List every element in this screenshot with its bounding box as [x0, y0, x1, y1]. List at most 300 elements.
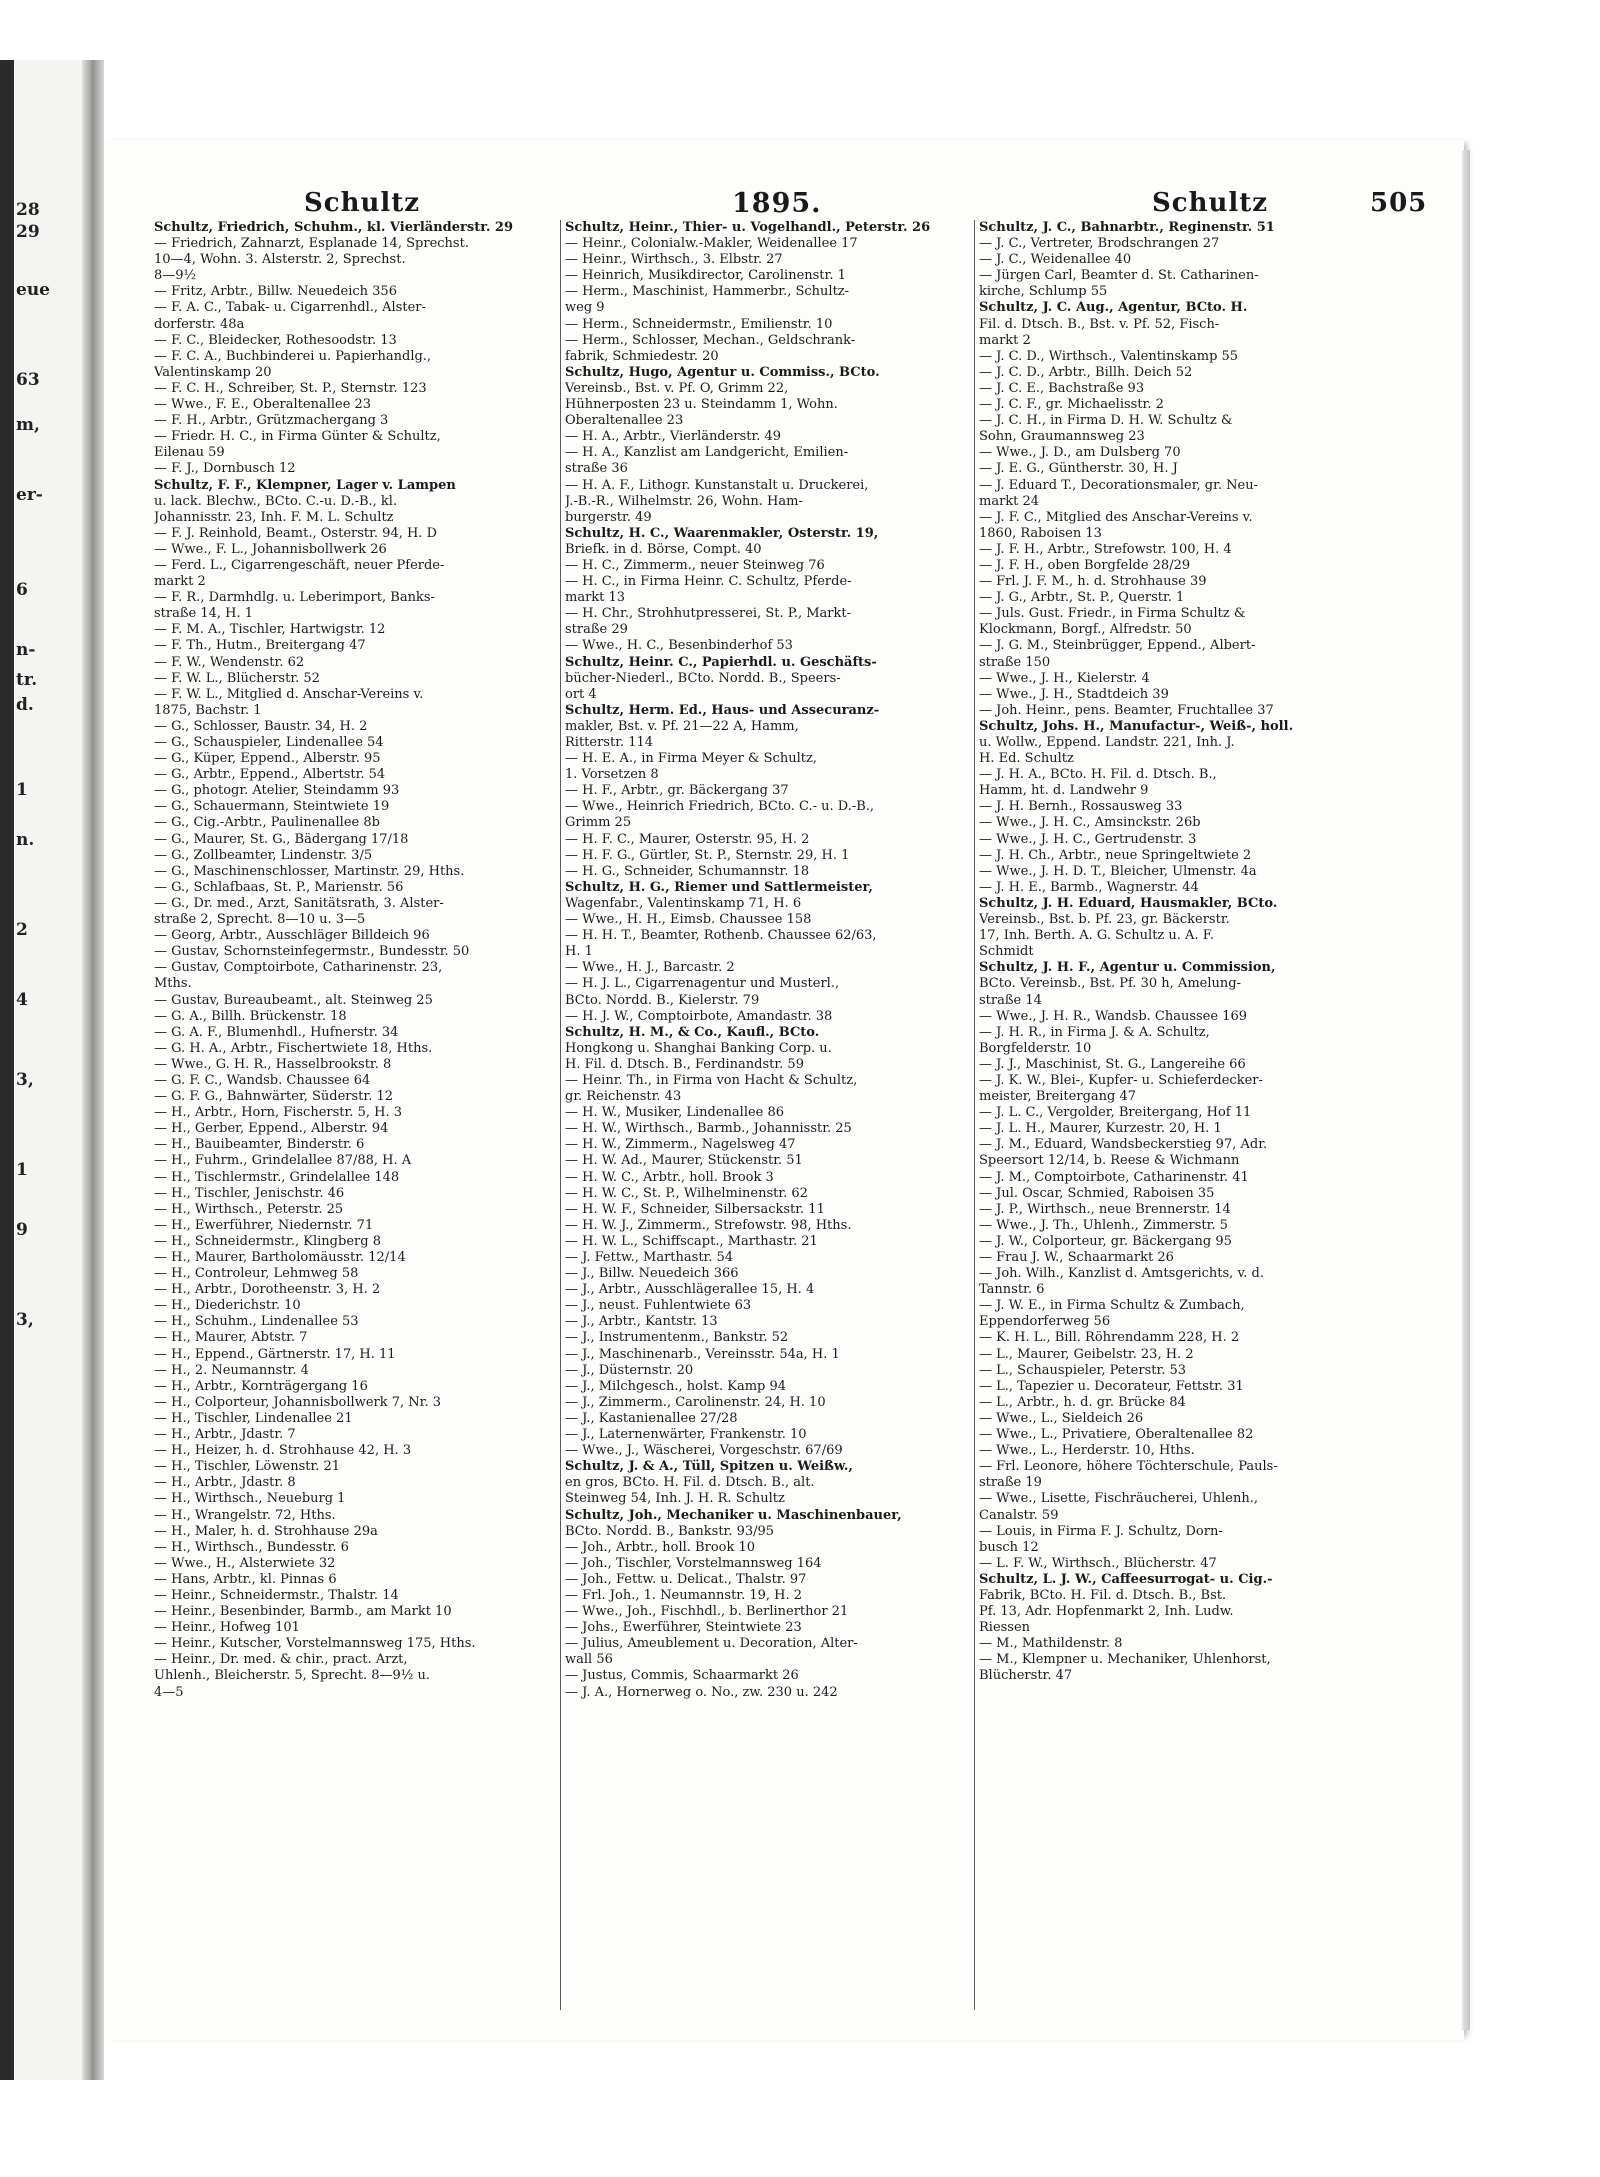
directory-entry-line: Schultz, Heinr., Thier- u. Vogelhandl., Peterstr. 26: [565, 220, 931, 235]
directory-entry-line: — J., Kastanienallee 27/28: [565, 1410, 738, 1426]
directory-entry-line: — J. F. H., oben Borgfelde 28/29: [979, 557, 1191, 573]
directory-entry-line: — Herm., Maschinist, Hammerbr., Schultz-: [565, 284, 850, 300]
directory-entry-line: — G., Arbtr., Eppend., Albertstr. 54: [154, 767, 386, 783]
directory-entry-line: — Jul. Oscar, Schmied, Raboisen 35: [979, 1185, 1215, 1201]
directory-entry-line: — L., Tapezier u. Decorateur, Fettstr. 31: [979, 1378, 1244, 1394]
directory-entry-line: — H. W., Zimmerm., Nagelsweg 47: [565, 1137, 796, 1153]
directory-entry-line: — J., Milchgesch., holst. Kamp 94: [565, 1378, 787, 1394]
directory-entry-line: — H., Arbtr., Horn, Fischerstr. 5, H. 3: [154, 1105, 402, 1121]
directory-entry-line: — H., Schneidermstr., Klingberg 8: [154, 1233, 381, 1249]
directory-entry-line: — Wwe., L., Sieldeich 26: [979, 1410, 1144, 1426]
directory-entry-line: Hongkong u. Shanghai Banking Corp. u.: [565, 1040, 832, 1056]
directory-entry-line: — H. F. C., Maurer, Osterstr. 95, H. 2: [565, 831, 810, 847]
directory-entry-line: — Heinr. Th., in Firma von Hacht & Schultz,: [565, 1072, 858, 1088]
directory-entry-line: Schultz, H. C., Waarenmakler, Osterstr. 19,: [565, 525, 879, 541]
directory-entry-line: — Fritz, Arbtr., Billw. Neuedeich 356: [154, 284, 397, 300]
directory-entry-line: Klockmann, Borgf., Alfredstr. 50: [979, 622, 1192, 638]
directory-entry-line: — H., Wirthsch., Neueburg 1: [154, 1491, 346, 1507]
directory-entry-line: — Joh., Fettw. u. Delicat., Thalstr. 97: [565, 1571, 807, 1587]
directory-entry-line: Schultz, Joh., Mechaniker u. Maschinenbauer,: [565, 1507, 902, 1523]
directory-entry-line: straße 14: [979, 992, 1042, 1008]
directory-entry-line: Riessen: [979, 1620, 1031, 1636]
directory-entry-line: — Gustav, Comptoirbote, Catharinenstr. 23,: [154, 960, 443, 976]
directory-entry-line: — H. A., Kanzlist am Landgericht, Emilien-: [565, 445, 849, 461]
directory-entry-line: Eilenau 59: [154, 445, 225, 461]
directory-entry-line: Hühnerposten 23 u. Steindamm 1, Wohn.: [565, 397, 838, 413]
directory-entry-line: — H. J. W., Comptoirbote, Amandastr. 38: [565, 1008, 833, 1024]
directory-entry-line: — M., Klempner u. Mechaniker, Uhlenhorst,: [979, 1652, 1271, 1668]
directory-entry-line: 1875, Bachstr. 1: [154, 702, 262, 718]
directory-entry-line: — Heinr., Hofweg 101: [154, 1620, 300, 1636]
directory-entry-line: — J. L. H., Maurer, Kurzestr. 20, H. 1: [979, 1121, 1222, 1137]
previous-page-fragment: 28: [16, 200, 40, 220]
directory-entry-line: Schultz, F. F., Klempner, Lager v. Lampen: [154, 477, 456, 493]
directory-entry-line: — F. Th., Hutm., Breitergang 47: [154, 638, 366, 654]
book-gutter: [92, 60, 104, 2080]
directory-entry-line: — J., Arbtr., Kantstr. 13: [565, 1314, 718, 1330]
directory-entry-line: straße 150: [979, 654, 1051, 670]
directory-entry-line: — J. M., Comptoirbote, Catharinenstr. 41: [979, 1169, 1249, 1185]
directory-entry-line: — J., Düsternstr. 20: [565, 1362, 694, 1378]
directory-entry-line: — H., Eppend., Gärtnerstr. 17, H. 11: [154, 1346, 396, 1362]
directory-entry-line: — Wwe., J. H. D. T., Bleicher, Ulmenstr. 4a: [979, 863, 1257, 879]
directory-entry-line: — H. W., Musiker, Lindenallee 86: [565, 1105, 785, 1121]
directory-entry-line: weg 9: [565, 300, 605, 316]
page-edge-shadow: [1462, 150, 1470, 2030]
directory-entry-line: — H. J. L., Cigarrenagentur und Musterl.,: [565, 976, 840, 992]
directory-entry-line: Schultz, Friedrich, Schuhm., kl. Vierländerstr. 29: [154, 220, 513, 235]
directory-entry-line: — Friedr. H. C., in Firma Günter & Schultz,: [154, 429, 441, 445]
directory-entry-line: fabrik, Schmiedestr. 20: [565, 348, 719, 364]
previous-page-fragment: 6: [16, 580, 28, 600]
directory-entry-line: — J. W., Colporteur, gr. Bäckergang 95: [979, 1233, 1232, 1249]
directory-entry-line: — H. Chr., Strohhutpresserei, St. P., Markt-: [565, 606, 852, 622]
directory-entry-line: — J., Laternenwärter, Frankenstr. 10: [565, 1427, 807, 1443]
directory-entry-line: — Georg, Arbtr., Ausschläger Billdeich 96: [154, 928, 430, 944]
directory-entry-line: — G. A. F., Blumenhdl., Hufnerstr. 34: [154, 1024, 399, 1040]
directory-entry-line: — H., Maurer, Bartholomäusstr. 12/14: [154, 1250, 406, 1265]
directory-entry-line: — J., Maschinenarb., Vereinsstr. 54a, H. 1: [565, 1346, 840, 1362]
directory-entry-line: — L. F. W., Wirthsch., Blücherstr. 47: [979, 1555, 1217, 1571]
directory-entry-line: — Ferd. L., Cigarrengeschäft, neuer Pferde-: [154, 557, 445, 573]
directory-entry-line: — J., Zimmerm., Carolinenstr. 24, H. 10: [565, 1394, 826, 1410]
directory-entry-line: Schultz, J. H. F., Agentur u. Commission,: [979, 960, 1276, 976]
directory-entry-line: Sohn, Graumannsweg 23: [979, 429, 1145, 445]
directory-entry-line: — G., Schlosser, Baustr. 34, H. 2: [154, 718, 368, 734]
directory-entry-line: — H., Wrangelstr. 72, Hths.: [154, 1507, 336, 1523]
directory-entry-line: — F. J. Reinhold, Beamt., Osterstr. 94, H. D: [154, 525, 437, 541]
directory-entry-line: — J., neust. Fuhlentwiete 63: [565, 1298, 752, 1314]
directory-entry-line: — J. C., Weidenallee 40: [979, 252, 1132, 268]
directory-entry-line: kirche, Schlump 55: [979, 284, 1108, 300]
directory-entry-line: — H. C., in Firma Heinr. C. Schultz, Pferde-: [565, 574, 852, 590]
directory-entry-line: — J. H. Bernh., Rossausweg 33: [979, 799, 1183, 815]
previous-page-fragment: 2: [16, 920, 28, 940]
directory-entry-line: Schmidt: [979, 944, 1034, 960]
directory-entry-line: — G. F. G., Bahnwärter, Süderstr. 12: [154, 1089, 394, 1105]
directory-entry-line: — F. H., Arbtr., Grützmachergang 3: [154, 413, 389, 429]
directory-entry-line: — J. G. M., Steinbrügger, Eppend., Albert-: [979, 638, 1256, 654]
previous-page-fragment: 63: [16, 370, 40, 390]
directory-entry-line: BCto. Nordd. B., Bankstr. 93/95: [565, 1523, 775, 1539]
directory-entry-line: — G., Schlafbaas, St. P., Marienstr. 56: [154, 879, 404, 895]
directory-entry-line: Schultz, J. C. Aug., Agentur, BCto. H.: [979, 300, 1248, 316]
previous-page-fragment: 3,: [16, 1310, 34, 1330]
directory-entry-line: dorferstr. 48a: [154, 316, 245, 332]
directory-entry-line: markt 13: [565, 590, 626, 606]
directory-entry-line: Schultz, Herm. Ed., Haus- und Assecuranz-: [565, 702, 880, 718]
directory-entry-line: — H., Arbtr., Jdastr. 8: [154, 1475, 296, 1491]
directory-entry-line: Ritterstr. 114: [565, 735, 654, 750]
directory-entry-line: markt 2: [979, 332, 1031, 348]
directory-entry-line: — Johs., Ewerführer, Steintwiete 23: [565, 1620, 802, 1636]
previous-page-fragment: tr.: [16, 670, 38, 690]
directory-entry-line: — G., Cig.-Arbtr., Paulinenallee 8b: [154, 815, 380, 831]
directory-column-1: [154, 220, 554, 2010]
directory-entry-line: — J. H. Ch., Arbtr., neue Springeltwiete 2: [979, 847, 1252, 863]
directory-entry-line: — Heinr., Schneidermstr., Thalstr. 14: [154, 1587, 399, 1603]
directory-entry-line: — J. M., Eduard, Wandsbeckerstieg 97, Adr.: [979, 1137, 1268, 1153]
directory-entry-line: — H. A., Arbtr., Vierländerstr. 49: [565, 429, 782, 445]
directory-entry-line: — J. G., Arbtr., St. P., Querstr. 1: [979, 590, 1185, 606]
directory-entry-line: — Wwe., F. E., Oberaltenallee 23: [154, 397, 372, 413]
directory-entry-line: — H., Wirthsch., Peterstr. 25: [154, 1201, 344, 1217]
directory-entry-line: — Wwe., G. H. R., Hasselbrookstr. 8: [154, 1056, 392, 1072]
directory-entry-line: — H. W. C., Arbtr., holl. Brook 3: [565, 1169, 774, 1185]
directory-entry-line: — H., Arbtr., Dorotheenstr. 3, H. 2: [154, 1282, 381, 1298]
directory-entry-line: — Wwe., J. D., am Dulsberg 70: [979, 445, 1181, 461]
directory-entry-line: — H., 2. Neumannstr. 4: [154, 1362, 309, 1378]
directory-entry-line: — G. F. C., Wandsb. Chaussee 64: [154, 1072, 371, 1088]
directory-entry-line: — H., Wirthsch., Bundesstr. 6: [154, 1539, 349, 1555]
directory-column-2: [560, 220, 965, 2010]
directory-entry-line: — H. E. A., in Firma Meyer & Schultz,: [565, 751, 817, 767]
directory-entry-line: — Frl. Joh., 1. Neumannstr. 19, H. 2: [565, 1587, 803, 1603]
directory-entry-line: straße 36: [565, 461, 628, 477]
directory-entry-line: — Wwe., J. H., Kielerstr. 4: [979, 670, 1150, 686]
directory-entry-line: — Herm., Schneidermstr., Emilienstr. 10: [565, 316, 833, 332]
directory-entry-line: — Heinr., Dr. med. & chir., pract. Arzt,: [154, 1652, 408, 1668]
directory-entry-line: Schultz, J. & A., Tüll, Spitzen u. Weißw.,: [565, 1459, 853, 1475]
directory-entry-line: — H., Heizer, h. d. Strohhause 42, H. 3: [154, 1443, 412, 1459]
directory-entry-line: — J. Fettw., Marthastr. 54: [565, 1250, 734, 1265]
previous-page-fragment: eue: [16, 280, 50, 300]
directory-entry-line: — F. R., Darmhdlg. u. Leberimport, Banks-: [154, 590, 435, 606]
directory-entry-line: — F. C. H., Schreiber, St. P., Sternstr. 123: [154, 380, 427, 396]
directory-entry-line: H. Ed. Schultz: [979, 751, 1074, 767]
directory-entry-line: — H., Controleur, Lehmweg 58: [154, 1266, 359, 1282]
directory-entry-line: — F. M. A., Tischler, Hartwigstr. 12: [154, 622, 386, 638]
directory-entry-line: — G., Maurer, St. G., Bädergang 17/18: [154, 831, 409, 847]
directory-entry-line: — H., Tischler, Löwenstr. 21: [154, 1459, 341, 1475]
directory-entry-line: en gros, BCto. H. Fil. d. Dtsch. B., alt.: [565, 1475, 815, 1491]
running-head-left: Schultz: [304, 188, 421, 218]
directory-entry-line: — Frl. Leonore, höhere Töchterschule, Pauls-: [979, 1459, 1278, 1475]
directory-entry-line: burgerstr. 49: [565, 509, 652, 525]
directory-entry-line: — H., Tischlermstr., Grindelallee 148: [154, 1169, 400, 1185]
directory-entry-line: gr. Reichenstr. 43: [565, 1089, 682, 1105]
previous-page-fragment: 3,: [16, 1070, 34, 1090]
directory-entry-line: Borgfelderstr. 10: [979, 1040, 1092, 1056]
previous-page-fragment: m,: [16, 415, 40, 435]
directory-entry-line: Steinweg 54, Inh. J. H. R. Schultz: [565, 1491, 785, 1507]
directory-entry-line: — G., photogr. Atelier, Steindamm 93: [154, 783, 400, 799]
directory-entry-line: straße 29: [565, 622, 628, 638]
directory-entry-line: Hamm, ht. d. Landwehr 9: [979, 783, 1149, 799]
directory-entry-line: — H., Arbtr., Kornträgergang 16: [154, 1378, 368, 1394]
directory-entry-line: — H., Maurer, Abtstr. 7: [154, 1330, 308, 1346]
directory-entry-line: — H., Bauibeamter, Binderstr. 6: [154, 1137, 365, 1153]
directory-entry-line: — L., Arbtr., h. d. gr. Brücke 84: [979, 1394, 1186, 1410]
directory-entry-line: — H. W. F., Schneider, Silbersackstr. 11: [565, 1201, 825, 1217]
directory-entry-line: — J. A., Hornerweg o. No., zw. 230 u. 242: [565, 1684, 838, 1700]
directory-entry-line: — J. F. H., Arbtr., Strefowstr. 100, H. 4: [979, 541, 1232, 557]
directory-entry-line: Johannisstr. 23, Inh. F. M. L. Schultz: [154, 509, 394, 525]
directory-entry-line: straße 2, Sprecht. 8—10 u. 3—5: [154, 912, 366, 928]
directory-entry-line: Uhlenh., Bleicherstr. 5, Sprecht. 8—9½ u.: [154, 1668, 430, 1684]
directory-entry-line: Speersort 12/14, b. Reese & Wichmann: [979, 1153, 1240, 1169]
directory-entry-line: — H., Maler, h. d. Strohhause 29a: [154, 1523, 378, 1539]
directory-entry-line: bücher-Niederl., BCto. Nordd. B., Speers-: [565, 670, 841, 686]
directory-entry-line: — H. W. L., Schiffscapt., Marthastr. 21: [565, 1233, 818, 1249]
directory-entry-line: 1860, Raboisen 13: [979, 525, 1102, 541]
directory-entry-line: Schultz, Heinr. C., Papierhdl. u. Geschäfts-: [565, 654, 877, 670]
directory-entry-line: — Wwe., Joh., Fischhdl., b. Berlinerthor 21: [565, 1604, 849, 1620]
directory-entry-line: H. Fil. d. Dtsch. B., Ferdinandstr. 59: [565, 1056, 804, 1072]
previous-page-fragment: 1: [16, 780, 28, 800]
directory-entry-line: — Gustav, Bureaubeamt., alt. Steinweg 25: [154, 992, 433, 1008]
directory-entry-line: — Heinr., Colonialw.-Makler, Weidenallee 17: [565, 236, 858, 252]
directory-entry-line: u. Wollw., Eppend. Landstr. 221, Inh. J.: [979, 735, 1235, 750]
directory-entry-line: — J. J., Maschinist, St. G., Langereihe 66: [979, 1056, 1246, 1072]
directory-entry-line: — Wwe., J. H., Stadtdeich 39: [979, 686, 1169, 702]
directory-entry-line: — J. C. D., Wirthsch., Valentinskamp 55: [979, 348, 1239, 364]
directory-entry-line: — J. E. G., Güntherstr. 30, H. J: [979, 461, 1178, 477]
directory-entry-line: — Louis, in Firma F. J. Schultz, Dorn-: [979, 1523, 1223, 1539]
directory-entry-line: — F. W. L., Mitglied d. Anschar-Vereins v.: [154, 686, 424, 702]
directory-entry-line: — H. H. T., Beamter, Rothenb. Chaussee 62/63,: [565, 928, 877, 944]
previous-page-fragment: 29: [16, 222, 40, 242]
directory-entry-line: — G., Schauermann, Steintwiete 19: [154, 799, 390, 815]
directory-entry-line: — Wwe., H. C., Besenbinderhof 53: [565, 638, 793, 654]
directory-entry-line: — H. G., Schneider, Schumannstr. 18: [565, 863, 810, 879]
directory-entry-line: — Jürgen Carl, Beamter d. St. Catharinen-: [979, 268, 1259, 284]
directory-entry-line: — J. Eduard T., Decorationsmaler, gr. Neu-: [979, 477, 1258, 493]
directory-entry-line: — F. J., Dornbusch 12: [154, 461, 296, 477]
directory-entry-line: straße 14, H. 1: [154, 606, 254, 622]
directory-entry-line: — J. F. C., Mitglied des Anschar-Vereins v.: [979, 509, 1253, 525]
directory-entry-line: — Hans, Arbtr., kl. Pinnas 6: [154, 1571, 337, 1587]
directory-entry-line: — Joh., Tischler, Vorstelmannsweg 164: [565, 1555, 822, 1571]
directory-entry-line: — H., Gerber, Eppend., Alberstr. 94: [154, 1121, 389, 1137]
running-head-right: Schultz: [1152, 188, 1269, 218]
directory-entry-line: — H. A. F., Lithogr. Kunstanstalt u. Druckerei,: [565, 477, 869, 493]
directory-entry-line: — H. F., Arbtr., gr. Bäckergang 37: [565, 783, 789, 799]
previous-page-fragment: n.: [16, 830, 35, 850]
directory-entry-line: Canalstr. 59: [979, 1507, 1059, 1523]
directory-entry-line: — F. W., Wendenstr. 62: [154, 654, 305, 670]
directory-entry-line: markt 24: [979, 493, 1040, 509]
directory-entry-line: Eppendorferweg 56: [979, 1314, 1111, 1330]
directory-entry-line: — H., Colporteur, Johannisbollwerk 7, Nr. 3: [154, 1394, 441, 1410]
directory-entry-line: — G. H. A., Arbtr., Fischertwiete 18, Hths.: [154, 1040, 433, 1056]
directory-entry-line: — G. A., Billh. Brückenstr. 18: [154, 1008, 347, 1024]
directory-entry-line: Pf. 13, Adr. Hopfenmarkt 2, Inh. Ludw.: [979, 1604, 1234, 1620]
directory-entry-line: Schultz, H. G., Riemer und Sattlermeister,: [565, 879, 873, 895]
directory-entry-line: — H., Ewerführer, Niedernstr. 71: [154, 1217, 374, 1233]
directory-entry-line: — Heinrich, Musikdirector, Carolinenstr. 1: [565, 268, 846, 284]
directory-entry-line: u. lack. Blechw., BCto. C.-u. D.-B., kl.: [154, 493, 398, 509]
directory-entry-line: — Wwe., J., Wäscherei, Vorgeschstr. 67/69: [565, 1443, 843, 1459]
previous-page-fragment: 4: [16, 990, 28, 1010]
directory-entry-line: — J. L. C., Vergolder, Breitergang, Hof 11: [979, 1105, 1252, 1121]
directory-entry-line: — Wwe., F. L., Johannisbollwerk 26: [154, 541, 387, 557]
directory-entry-line: markt 2: [154, 574, 206, 590]
directory-entry-line: Mths.: [154, 976, 192, 992]
directory-entry-line: — J. C. D., Arbtr., Billh. Deich 52: [979, 364, 1193, 380]
directory-entry-line: — Justus, Commis, Schaarmarkt 26: [565, 1668, 799, 1684]
directory-entry-line: — Wwe., Heinrich Friedrich, BCto. C.- u. D.-B.,: [565, 799, 875, 815]
directory-entry-line: wall 56: [565, 1652, 613, 1668]
directory-entry-line: — J. C. H., in Firma D. H. W. Schultz &: [979, 413, 1233, 429]
directory-entry-line: — Wwe., J. H. C., Amsinckstr. 26b: [979, 815, 1201, 831]
directory-entry-line: makler, Bst. v. Pf. 21—22 A, Hamm,: [565, 718, 799, 734]
directory-entry-line: — Juls. Gust. Friedr., in Firma Schultz &: [979, 606, 1246, 622]
directory-entry-line: J.-B.-R., Wilhelmstr. 26, Wohn. Ham-: [565, 493, 803, 509]
directory-entry-line: — Wwe., L., Privatiere, Oberaltenallee 82: [979, 1427, 1254, 1443]
directory-entry-line: Schultz, J. C., Bahnarbtr., Reginenstr. 51: [979, 220, 1275, 235]
directory-entry-line: 1. Vorsetzen 8: [565, 767, 659, 783]
directory-entry-line: — Herm., Schlosser, Mechan., Geldschrank-: [565, 332, 856, 348]
directory-entry-line: 10—4, Wohn. 3. Alsterstr. 2, Sprechst.: [154, 252, 406, 268]
directory-entry-line: Schultz, H. M., & Co., Kaufl., BCto.: [565, 1024, 820, 1040]
directory-entry-line: Vereinsb., Bst. b. Pf. 23, gr. Bäckerstr.: [979, 912, 1230, 928]
directory-entry-line: — G., Dr. med., Arzt, Sanitätsrath, 3. Alster-: [154, 895, 444, 911]
directory-entry-line: — H. W. J., Zimmerm., Strefowstr. 98, Hths.: [565, 1217, 852, 1233]
directory-entry-line: — H. W. Ad., Maurer, Stückenstr. 51: [565, 1153, 803, 1169]
directory-entry-line: Blücherstr. 47: [979, 1668, 1073, 1684]
directory-entry-line: 4—5: [154, 1684, 184, 1700]
directory-entry-line: — Wwe., L., Herderstr. 10, Hths.: [979, 1443, 1195, 1459]
page-spine: [82, 60, 92, 2080]
directory-entry-line: 8—9½: [154, 268, 197, 284]
directory-entry-line: — H. C., Zimmerm., neuer Steinweg 76: [565, 557, 825, 573]
directory-entry-line: Tannstr. 6: [979, 1282, 1045, 1298]
directory-entry-line: — L., Maurer, Geibelstr. 23, H. 2: [979, 1346, 1194, 1362]
directory-entry-line: — Joh. Wilh., Kanzlist d. Amtsgerichts, v. d.: [979, 1266, 1264, 1282]
directory-entry-line: Vereinsb., Bst. v. Pf. O, Grimm 22,: [565, 380, 789, 396]
page-number: 505: [1370, 188, 1428, 218]
directory-entry-line: Schultz, L. J. W., Caffeesurrogat- u. Cig.-: [979, 1571, 1273, 1587]
directory-entry-line: — H. W., Wirthsch., Barmb., Johannisstr. 25: [565, 1121, 852, 1137]
directory-entry-line: — J., Billw. Neuedeich 366: [565, 1266, 739, 1282]
directory-entry-line: — Wwe., J. H. R., Wandsb. Chaussee 169: [979, 1008, 1248, 1024]
directory-page: [104, 140, 1464, 2040]
directory-entry-line: — J. C. E., Bachstraße 93: [979, 380, 1145, 396]
previous-page-fragment: d.: [16, 695, 34, 715]
directory-entry-line: — F. C., Bleidecker, Rothesoodstr. 13: [154, 332, 397, 348]
directory-entry-line: Grimm 25: [565, 815, 632, 831]
directory-entry-line: — Wwe., J. H. C., Gertrudenstr. 3: [979, 831, 1197, 847]
directory-entry-line: — Frau J. W., Schaarmarkt 26: [979, 1250, 1174, 1265]
directory-entry-line: Fil. d. Dtsch. B., Bst. v. Pf. 52, Fisch-: [979, 316, 1220, 332]
directory-entry-line: — J. C. F., gr. Michaelisstr. 2: [979, 397, 1164, 413]
directory-entry-line: — F. A. C., Tabak- u. Cigarrenhdl., Alster-: [154, 300, 426, 316]
directory-entry-line: Schultz, J. H. Eduard, Hausmakler, BCto.: [979, 895, 1278, 911]
directory-entry-line: — G., Maschinenschlosser, Martinstr. 29, Hths.: [154, 863, 465, 879]
directory-entry-line: — H., Arbtr., Jdastr. 7: [154, 1427, 296, 1443]
directory-entry-line: BCto. Vereinsb., Bst. Pf. 30 h, Amelung-: [979, 976, 1241, 992]
directory-entry-line: — F. C. A., Buchbinderei u. Papierhandlg.,: [154, 348, 432, 364]
directory-entry-line: — Gustav, Schornsteinfegermstr., Bundesstr. 50: [154, 944, 470, 960]
directory-entry-line: — G., Zollbeamter, Lindenstr. 3/5: [154, 847, 373, 863]
directory-column-3: [974, 220, 1379, 2010]
directory-entry-line: — J., Instrumentenm., Bankstr. 52: [565, 1330, 789, 1346]
directory-entry-line: — H., Tischler, Lindenallee 21: [154, 1410, 353, 1426]
directory-entry-line: 17, Inh. Berth. A. G. Schultz u. A. F.: [979, 928, 1214, 944]
directory-entry-line: — Julius, Ameublement u. Decoration, Alter-: [565, 1636, 858, 1652]
directory-entry-line: — J. K. W., Blei-, Kupfer- u. Schieferdecker-: [979, 1072, 1263, 1088]
directory-entry-line: — Wwe., H. H., Eimsb. Chaussee 158: [565, 912, 812, 928]
directory-entry-line: — Joh., Arbtr., holl. Brook 10: [565, 1539, 756, 1555]
directory-entry-line: — G., Küper, Eppend., Alberstr. 95: [154, 751, 381, 767]
running-head-year: 1895.: [732, 188, 822, 219]
previous-page-fragment: 1: [16, 1160, 28, 1180]
directory-entry-line: — Frl. J. F. M., h. d. Strohhause 39: [979, 574, 1207, 590]
directory-entry-line: — L., Schauspieler, Peterstr. 53: [979, 1362, 1187, 1378]
directory-entry-line: Briefk. in d. Börse, Compt. 40: [565, 541, 762, 557]
directory-entry-line: — H., Schuhm., Lindenallee 53: [154, 1314, 359, 1330]
directory-entry-line: Schultz, Hugo, Agentur u. Commiss., BCto.: [565, 364, 880, 380]
directory-entry-line: — H., Fuhrm., Grindelallee 87/88, H. A: [154, 1153, 412, 1169]
directory-entry-line: Schultz, Johs. H., Manufactur-, Weiß-, holl.: [979, 718, 1294, 734]
previous-page-fragment: n-: [16, 640, 36, 660]
directory-entry-line: — F. W. L., Blücherstr. 52: [154, 670, 320, 686]
previous-page-fragment: 9: [16, 1220, 28, 1240]
directory-entry-line: — Heinr., Besenbinder, Barmb., am Markt 10: [154, 1604, 452, 1620]
directory-entry-line: — M., Mathildenstr. 8: [979, 1636, 1123, 1652]
directory-entry-line: — J. C., Vertreter, Brodschrangen 27: [979, 236, 1220, 252]
directory-entry-line: — J. W. E., in Firma Schultz & Zumbach,: [979, 1298, 1245, 1314]
directory-entry-line: — J. H. R., in Firma J. & A. Schultz,: [979, 1024, 1210, 1040]
directory-entry-line: — H., Tischler, Jenischstr. 46: [154, 1185, 345, 1201]
directory-entry-line: Valentinskamp 20: [154, 364, 272, 380]
directory-entry-line: — J. H. A., BCto. H. Fil. d. Dtsch. B.,: [979, 767, 1217, 783]
directory-entry-line: — Friedrich, Zahnarzt, Esplanade 14, Sprechst.: [154, 236, 469, 252]
previous-page-fragment: er-: [16, 485, 43, 505]
directory-entry-line: — Wwe., H. J., Barcastr. 2: [565, 960, 735, 976]
directory-entry-line: — J. P., Wirthsch., neue Brennerstr. 14: [979, 1201, 1231, 1217]
directory-entry-line: — Heinr., Kutscher, Vorstelmannsweg 175, Hths.: [154, 1636, 476, 1652]
directory-entry-line: — Joh. Heinr., pens. Beamter, Fruchtallee 37: [979, 702, 1274, 718]
previous-page-edge: [0, 60, 94, 2080]
directory-entry-line: ort 4: [565, 686, 597, 702]
directory-entry-line: Wagenfabr., Valentinskamp 71, H. 6: [565, 895, 802, 911]
directory-entry-line: — H. F. G., Gürtler, St. P., Sternstr. 29, H. 1: [565, 847, 850, 863]
directory-entry-line: — H., Diederichstr. 10: [154, 1298, 301, 1314]
directory-entry-line: — K. H. L., Bill. Röhrendamm 228, H. 2: [979, 1330, 1240, 1346]
page-binding-shadow: [0, 60, 14, 2080]
directory-entry-line: busch 12: [979, 1539, 1039, 1555]
directory-entry-line: — Wwe., J. Th., Uhlenh., Zimmerstr. 5: [979, 1217, 1228, 1233]
directory-entry-line: — Wwe., H., Alsterwiete 32: [154, 1555, 336, 1571]
directory-entry-line: Oberaltenallee 23: [565, 413, 684, 429]
directory-entry-line: — J., Arbtr., Ausschlägerallee 15, H. 4: [565, 1282, 815, 1298]
directory-entry-line: — Heinr., Wirthsch., 3. Elbstr. 27: [565, 252, 783, 268]
directory-entry-line: meister, Breitergang 47: [979, 1089, 1137, 1105]
directory-entry-line: — Wwe., Lisette, Fischräucherei, Uhlenh.,: [979, 1491, 1258, 1507]
directory-entry-line: BCto. Nordd. B., Kielerstr. 79: [565, 992, 760, 1008]
